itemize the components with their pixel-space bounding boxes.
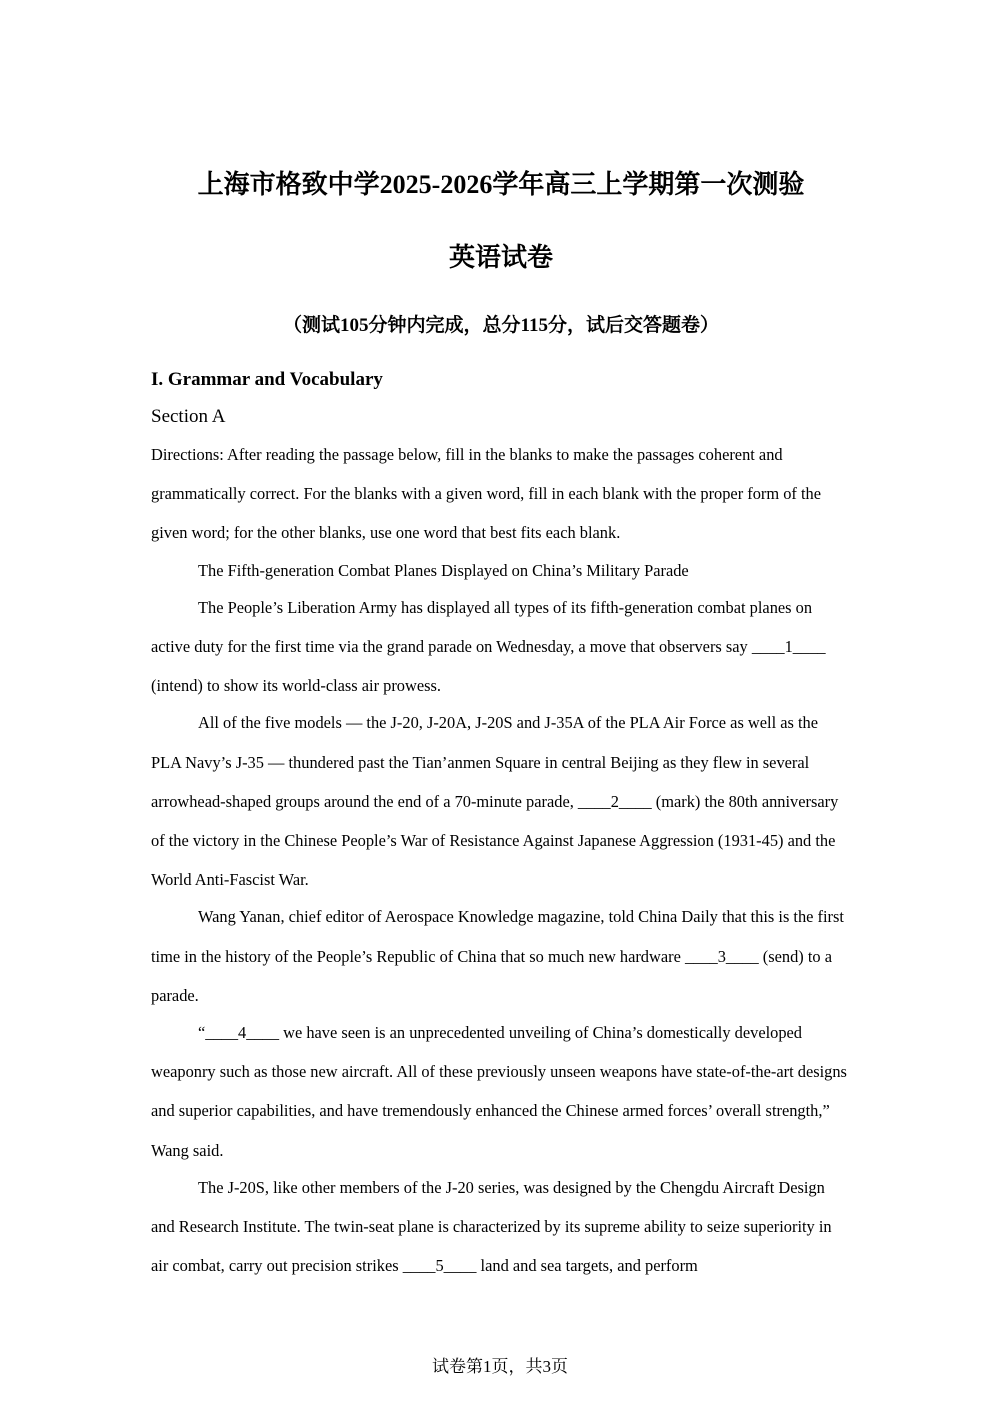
passage-paragraph-5: The J-20S, like other members of the J-20 series, was designed by the Chengdu Aircraft Design and Research Institute. The twin-seat plane is characterized by its supreme ability to seize superiority in air combat, carry out precision strikes ____5____ land and sea targets, and perform (151, 1177, 832, 1276)
exam-title-line2: 英语试卷 (448, 243, 553, 272)
page-content (151, 165, 851, 1285)
section-subheading: Section A (151, 406, 226, 427)
passage-paragraph-1: The People’s Liberation Army has displayed all types of its fifth-generation combat planes on active duty for the first time via the grand parade on Wednesday, a move that observers say ____1____ (intend) to show its world-class air prowess. (151, 597, 826, 696)
passage-paragraph-3: Wang Yanan, chief editor of Aerospace Knowledge magazine, told China Daily that this is the first time in the history of the People’s Republic of China that so much new hardware ____3____ (send) to a parade. (151, 907, 844, 1005)
exam-title-line1: 上海市格致中学2025-2026学年高三上学期第一次测验 (197, 170, 805, 199)
passage-paragraph-4: “____4____ we have seen is an unprecedented unveiling of China’s domestically developed weaponry such as those new aircraft. All of these previously unseen weapons have state-of-the-art designs and superior capabilities, and have tremendously enhanced the Chinese armed forces’ overall strength,” Wang said. (151, 1023, 847, 1160)
passage-title: The Fifth-generation Combat Planes Displayed on China’s Military Parade (198, 560, 689, 580)
passage-paragraph-2: All of the five models — the J-20, J-20A, J-20S and J-35A of the PLA Air Force as well as the PLA Navy’s J-35 — thundered past the Tian’anmen Square in central Beijing as they flew in several arrowhead-shaped groups around the end of a 70-minute parade, ____2____ (mark) the 80th anniversary of the victory in the Chinese People’s War of Resistance Against Japanese Aggression (1931-45) and the World Anti-Fascist War. (151, 713, 839, 890)
exam-instructions: （测试105分钟内完成，总分115分，试后交答题卷） (283, 315, 719, 336)
section-heading: I. Grammar and Vocabulary (151, 369, 383, 390)
directions-text: Directions: After reading the passage below, fill in the blanks to make the passages coherent and grammatically correct. For the blanks with a given word, fill in each blank with the proper form of the given word; for the other blanks, use one word that best fits each blank. (151, 445, 821, 543)
page-footer: 试卷第1页，共3页 (432, 1357, 568, 1376)
